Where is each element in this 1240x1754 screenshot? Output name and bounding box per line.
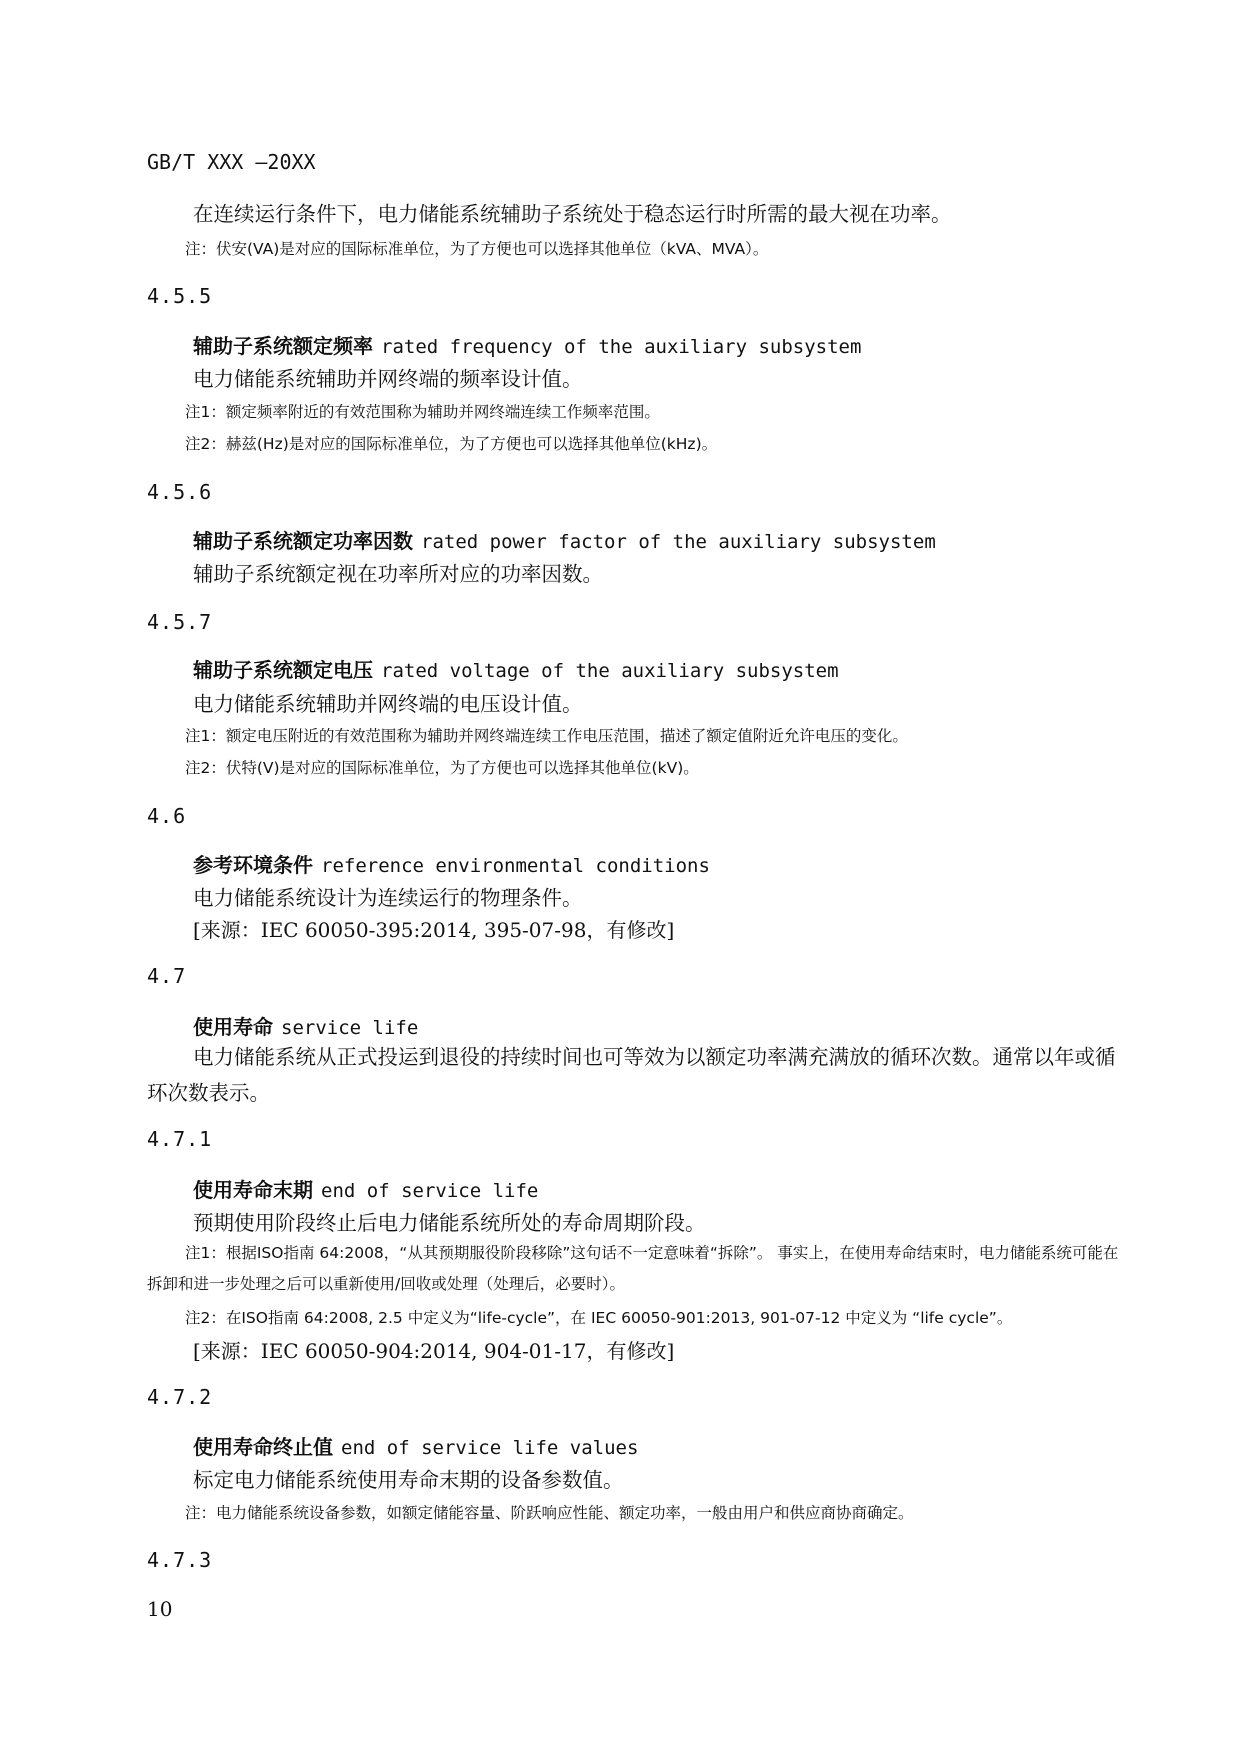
term-zh: 使用寿命 bbox=[193, 1015, 273, 1039]
term-4-5-5 bbox=[193, 330, 861, 359]
note1-4-5-7: 注1：额定电压附近的有效范围称为辅助并网终端连续工作电压范围，描述了额定值附近允许电压的变化。 bbox=[185, 727, 908, 745]
note1-4-7-1: 注1：根据ISO指南 64:2008，“从其预期服役阶段移除”这句话不一定意味着“拆除”。 事实上，在使用寿命结束时，电力储能系统可能在拆卸和进一步处理之后可以重新使用/回收或处理（处理后，必要时）。 bbox=[147, 1244, 1119, 1293]
clause-number-4-7-1: 4.7.1 bbox=[147, 1127, 213, 1151]
clause-number-4-7-3: 4.7.3 bbox=[147, 1548, 213, 1572]
term-en: end of service life bbox=[321, 1180, 539, 1202]
term-4-5-6 bbox=[193, 525, 936, 554]
term-zh: 辅助子系统额定频率 bbox=[193, 334, 373, 358]
term-en: rated power factor of the auxiliary subsystem bbox=[421, 531, 936, 553]
note-4-7-2: 注：电力储能系统设备参数，如额定储能容量、阶跃响应性能、额定功率，一般由用户和供应商协商确定。 bbox=[185, 1504, 914, 1522]
term-4-5-7 bbox=[193, 654, 839, 683]
term-zh: 参考环境条件 bbox=[193, 853, 313, 877]
note2-4-5-7: 注2：伏特(V)是对应的国际标准单位，为了方便也可以选择其他单位(kV)。 bbox=[185, 759, 699, 777]
definition-4-5-5: 电力储能系统辅助并网终端的频率设计值。 bbox=[193, 367, 583, 391]
source-4-7-1: [来源：IEC 60050-904:2014, 904-01-17，有修改] bbox=[193, 1339, 675, 1363]
term-zh: 使用寿命末期 bbox=[193, 1178, 313, 1202]
clause-number-4-7: 4.7 bbox=[147, 964, 187, 988]
clause-number-4-7-2: 4.7.2 bbox=[147, 1385, 213, 1409]
page-number: 10 bbox=[147, 1597, 173, 1621]
definition-4-5-6: 辅助子系统额定视在功率所对应的功率因数。 bbox=[193, 562, 603, 586]
definition-4-7: 电力储能系统从正式投运到退役的持续时间也可等效为以额定功率满充满放的循环次数。通常以年或循环次数表示。 bbox=[147, 1045, 1116, 1105]
term-en: end of service life values bbox=[341, 1437, 639, 1459]
clause-number-4-5-5: 4.5.5 bbox=[147, 284, 213, 308]
source-4-6: [来源：IEC 60050-395:2014, 395-07-98，有修改] bbox=[193, 918, 675, 942]
note2-4-7-1: 注2：在ISO指南 64:2008, 2.5 中定义为“life-cycle”，在 IEC 60050-901:2013, 901-07-12 中定义为 “life cycle”。 bbox=[185, 1309, 1013, 1327]
intro-note: 注：伏安(VA)是对应的国际标准单位，为了方便也可以选择其他单位（kVA、MVA）。 bbox=[185, 240, 769, 258]
clause-number-4-5-6: 4.5.6 bbox=[147, 480, 213, 504]
term-en: rated voltage of the auxiliary subsystem bbox=[381, 660, 839, 682]
term-zh: 辅助子系统额定功率因数 bbox=[193, 529, 413, 553]
note1-4-5-5: 注1：额定频率附近的有效范围称为辅助并网终端连续工作频率范围。 bbox=[185, 403, 660, 421]
term-en: reference environmental conditions bbox=[321, 855, 710, 877]
clause-number-4-5-7: 4.5.7 bbox=[147, 610, 213, 634]
term-en: service life bbox=[281, 1017, 419, 1039]
term-4-7-1 bbox=[193, 1174, 538, 1203]
term-4-7 bbox=[193, 1011, 418, 1040]
clause-number-4-6: 4.6 bbox=[147, 804, 187, 828]
term-4-6 bbox=[193, 849, 710, 878]
standard-header: GB/T XXX —20XX bbox=[147, 150, 316, 174]
definition-4-6: 电力储能系统设计为连续运行的物理条件。 bbox=[193, 886, 583, 910]
term-zh: 使用寿命终止值 bbox=[193, 1435, 333, 1459]
term-4-7-2 bbox=[193, 1431, 638, 1460]
note2-4-5-5: 注2：赫兹(Hz)是对应的国际标准单位，为了方便也可以选择其他单位(kHz)。 bbox=[185, 435, 718, 453]
definition-4-7-2: 标定电力储能系统使用寿命末期的设备参数值。 bbox=[193, 1468, 624, 1492]
term-zh: 辅助子系统额定电压 bbox=[193, 658, 373, 682]
intro-definition: 在连续运行条件下，电力储能系统辅助子系统处于稳态运行时所需的最大视在功率。 bbox=[193, 202, 952, 226]
definition-4-7-1: 预期使用阶段终止后电力储能系统所处的寿命周期阶段。 bbox=[193, 1211, 706, 1235]
term-en: rated frequency of the auxiliary subsystem bbox=[381, 336, 862, 358]
definition-4-5-7: 电力储能系统辅助并网终端的电压设计值。 bbox=[193, 692, 583, 716]
